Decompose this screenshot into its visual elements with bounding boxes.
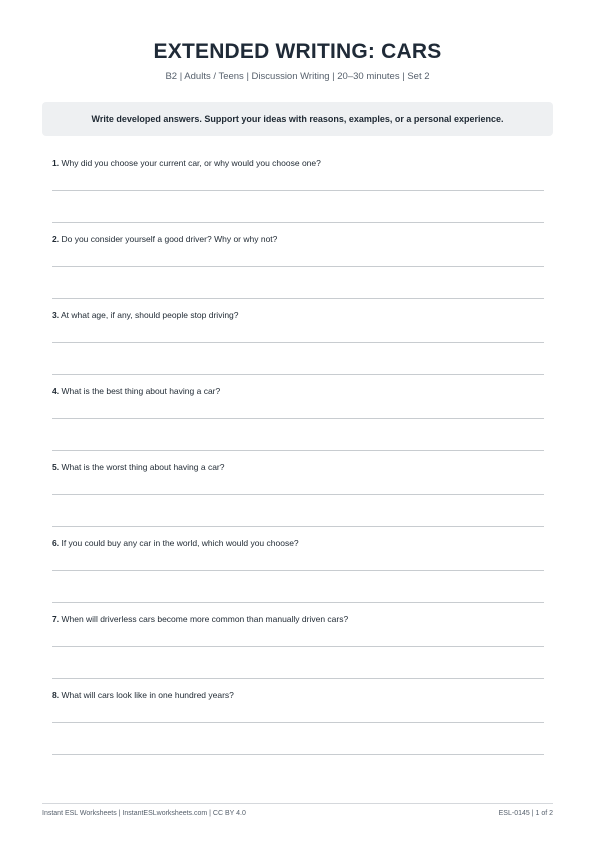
answer-line[interactable]	[52, 722, 544, 723]
answer-line[interactable]	[52, 570, 544, 571]
worksheet-subtitle: B2 | Adults / Teens | Discussion Writing | 20–30 minutes | Set 2	[165, 71, 430, 82]
instructions-box	[42, 102, 553, 136]
question-text: What is the best thing about having a car?	[61, 386, 221, 396]
question-3	[52, 310, 544, 386]
answer-line[interactable]	[52, 602, 544, 603]
answer-line[interactable]	[52, 418, 544, 419]
question-8	[52, 690, 544, 766]
footer-divider	[42, 803, 553, 804]
question-text: When will driverless cars become more common than manually driven cars?	[61, 614, 349, 624]
question-1	[52, 158, 544, 234]
answer-line[interactable]	[52, 754, 544, 755]
question-6	[52, 538, 544, 614]
footer-credits: Instant ESL Worksheets | InstantESLworksheets.com | CC BY 4.0	[42, 810, 246, 817]
question-number: 4.	[52, 386, 60, 396]
question-text: What is the worst thing about having a car?	[61, 462, 225, 472]
question-text: If you could buy any car in the world, which would you choose?	[61, 538, 299, 548]
question-text: At what age, if any, should people stop driving?	[61, 310, 239, 320]
question-number: 7.	[52, 614, 60, 624]
question-number: 2.	[52, 234, 60, 244]
question-4	[52, 386, 544, 462]
answer-line[interactable]	[52, 266, 544, 267]
question-7	[52, 614, 544, 690]
answer-line[interactable]	[52, 374, 544, 375]
answer-line[interactable]	[52, 342, 544, 343]
instructions-text: Write developed answers. Support your ideas with reasons, examples, or a personal experience.	[91, 114, 504, 124]
question-text: Why did you choose your current car, or why would you choose one?	[61, 158, 321, 168]
worksheet-title: EXTENDED WRITING: CARS	[153, 40, 442, 63]
answer-line[interactable]	[52, 298, 544, 299]
answer-line[interactable]	[52, 222, 544, 223]
answer-line[interactable]	[52, 646, 544, 647]
footer-page-info: ESL-0145 | 1 of 2	[498, 810, 553, 817]
question-text: Do you consider yourself a good driver? Why or why not?	[61, 234, 278, 244]
answer-line[interactable]	[52, 678, 544, 679]
question-list	[52, 158, 544, 766]
question-number: 6.	[52, 538, 60, 548]
question-text: What will cars look like in one hundred years?	[61, 690, 234, 700]
question-number: 8.	[52, 690, 60, 700]
question-2	[52, 234, 544, 310]
answer-line[interactable]	[52, 450, 544, 451]
question-number: 5.	[52, 462, 60, 472]
answer-line[interactable]	[52, 190, 544, 191]
question-number: 1.	[52, 158, 60, 168]
answer-line[interactable]	[52, 494, 544, 495]
question-5	[52, 462, 544, 538]
answer-line[interactable]	[52, 526, 544, 527]
question-number: 3.	[52, 310, 60, 320]
